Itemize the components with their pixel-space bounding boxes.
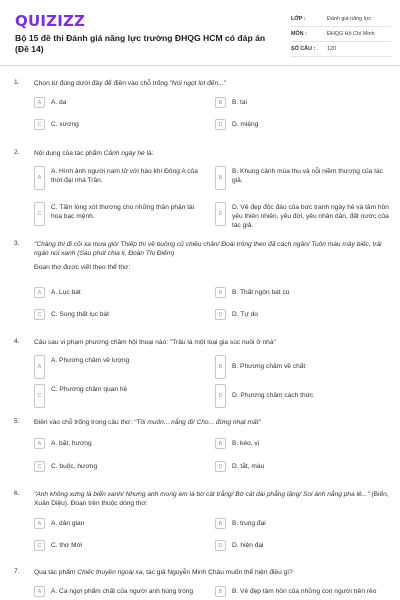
meta-row-count	[291, 42, 391, 57]
question-text	[34, 418, 390, 427]
question-number: 6.	[14, 490, 20, 497]
question-text-italic: "Anh không xứng là biển xanh/ Nhưng anh mong em là bờ cát trắng/ Bờ cát dài phẳng lặng/ Soi ánh nắng pha lê..."	[34, 491, 370, 498]
option-text: C. Phương châm quan hệ	[51, 386, 128, 393]
question-subtext: Đoạn thơ được viết theo thể thơ:	[34, 264, 131, 271]
option-b[interactable]	[215, 166, 394, 190]
meta-row-class	[291, 12, 391, 27]
option-text: B. Thất ngôn bát cú	[232, 289, 290, 296]
option-text: A. Hình ảnh người nam tử với hào khí Đông A của thời đại nhà Trần.	[51, 168, 198, 184]
option-text: A. Lục bát	[51, 289, 81, 296]
option-text: B. Phương châm về chất	[232, 363, 306, 370]
option-letter-box: B	[215, 166, 226, 190]
option-letter-box: A	[34, 97, 45, 108]
option-text: D. hiện đại	[232, 542, 264, 549]
option-b[interactable]	[215, 586, 376, 597]
option-c[interactable]	[34, 309, 109, 320]
question-text-part: là:	[144, 150, 154, 157]
option-c[interactable]	[34, 202, 201, 226]
option-c[interactable]	[34, 384, 127, 408]
option-letter-box: B	[215, 438, 226, 449]
option-text: B. tai	[232, 99, 248, 106]
option-a[interactable]	[34, 97, 66, 108]
option-letter-box: C	[34, 202, 45, 226]
question-text: Câu sau vi phạm phương châm hội thoại nào: "Trâu là một loại gia súc nuôi ở nhà"	[34, 339, 276, 346]
option-text: A. da	[51, 99, 67, 106]
option-text: D. Tự do	[232, 311, 258, 318]
option-b[interactable]	[215, 355, 305, 379]
question-text-part: Nội dung của tác phẩm	[34, 150, 104, 157]
option-text: D. miệng	[232, 121, 259, 128]
option-d[interactable]	[215, 119, 258, 130]
question-number: 7.	[14, 568, 20, 575]
option-letter-box: D	[215, 461, 226, 472]
document-header	[0, 0, 400, 62]
option-text: D. tắt, màu	[232, 463, 265, 470]
option-text: A. Phương châm về lượng	[51, 357, 130, 364]
option-d[interactable]	[215, 309, 258, 320]
option-letter-box: D	[215, 119, 226, 130]
option-letter-box: B	[215, 97, 226, 108]
option-d[interactable]	[215, 202, 394, 230]
option-letter-box: D	[215, 309, 226, 320]
option-text: D. Vẻ đẹp độc đáo của bức tranh ngày hè và tâm hồn yêu thiên nhiên, yêu đời, yêu nhân dân, đất nước của tác giả.	[232, 204, 389, 229]
option-text: C. Tấm lòng xót thương cho những thân phận tài hoa bạc mệnh.	[51, 204, 195, 220]
option-b[interactable]	[215, 97, 247, 108]
option-text: C. Song thất lục bát	[51, 311, 109, 318]
option-letter-box: D	[215, 384, 226, 408]
question-text-italic: "Chàng thì đi cõi xa mưa gió/ Thiếp thì về buồng cũ chiều chăn/ Đoái trông theo đã cách ngăn/ Tuôn màu mây biếc, trải ngàn núi xanh (Sau phút chia li, Đoàn Thị Điểm)	[34, 241, 382, 258]
question-text-part: (Biển, Xuân Diệu). Đoạn trên thuộc dòng thơ:	[34, 491, 389, 508]
question-text	[34, 240, 390, 259]
option-c[interactable]	[34, 119, 79, 130]
option-c[interactable]	[34, 461, 97, 472]
option-letter-box: C	[34, 540, 45, 551]
option-letter-box: B	[215, 355, 226, 379]
meta-row-subject	[291, 27, 391, 42]
option-letter-box: D	[215, 202, 226, 226]
option-letter-box: A	[34, 438, 45, 449]
meta-table	[291, 12, 391, 57]
question-text-italic: Chiếc thuyền ngoài xa	[77, 569, 143, 576]
option-text: A. Ca ngợi phẩm chất của người anh hùng trong	[51, 588, 194, 595]
question-text-part: , tác giả Nguyễn Minh Châu muốn thể hiện điều gì?	[142, 569, 293, 576]
option-a[interactable]	[34, 586, 193, 597]
question-number: 1.	[14, 79, 20, 86]
option-d[interactable]	[215, 461, 264, 472]
option-text: B. kéo, vị	[232, 440, 260, 447]
option-letter-box: B	[215, 586, 226, 597]
option-text: B. trung đại	[232, 520, 266, 527]
option-letter-box: A	[34, 518, 45, 529]
meta-key: MÔN :	[291, 31, 307, 37]
option-letter-box: C	[34, 119, 45, 130]
question-text-italic: "Tôi muốn... nắng đi/ Cho... đừng nhạt mất"	[134, 419, 261, 426]
option-letter-box: D	[215, 540, 226, 551]
option-text: D. Phương châm cách thức	[232, 392, 314, 399]
option-text: A. bặt, hương	[51, 440, 92, 447]
question-text-part: Qua tác phẩm	[34, 569, 78, 576]
question-number: 2.	[14, 149, 20, 156]
option-letter-box: C	[34, 461, 45, 472]
meta-value: 120	[327, 46, 336, 52]
question-text	[34, 568, 390, 577]
question-text	[34, 490, 390, 509]
option-a[interactable]	[34, 166, 201, 190]
option-b[interactable]	[215, 287, 289, 298]
meta-key: SỐ CÂU :	[291, 46, 316, 52]
option-c[interactable]	[34, 540, 82, 551]
option-text: A. dân gian	[51, 520, 85, 527]
meta-value: ĐHQG Hồ Chí Minh	[327, 31, 375, 37]
option-a[interactable]	[34, 355, 129, 379]
option-a[interactable]	[34, 518, 84, 529]
question-text	[34, 149, 390, 158]
option-a[interactable]	[34, 287, 81, 298]
quizizz-logo: QUIZIZZ	[15, 12, 86, 30]
option-letter-box: A	[34, 166, 45, 190]
option-d[interactable]	[215, 384, 313, 408]
option-b[interactable]	[215, 518, 266, 529]
question-text-part: Chọn từ đúng dưới đây để điền vào chỗ trống	[34, 80, 170, 87]
question-text-italic: "Nói ngọt lọt đến..."	[169, 80, 226, 87]
option-text: C. buộc, hương	[51, 463, 98, 470]
question-text	[34, 79, 390, 88]
header-divider	[0, 65, 400, 66]
meta-key: LỚP :	[291, 16, 306, 22]
question-number: 3.	[14, 240, 20, 247]
document-title: Bộ 15 đề thi Đánh giá năng lực trường ĐHQG HCM có đáp án (Đề 14)	[15, 33, 266, 54]
meta-value: Đánh giá năng lực	[327, 16, 372, 22]
option-b[interactable]	[215, 438, 259, 449]
option-d[interactable]	[215, 540, 264, 551]
option-letter-box: B	[215, 287, 226, 298]
option-text: B. Khung cảnh mùa thu và nỗi niềm thương của tác giả.	[232, 168, 383, 184]
question-number: 4.	[14, 338, 20, 345]
option-text: C. xương	[51, 121, 79, 128]
option-letter-box: C	[34, 309, 45, 320]
option-letter-box: C	[34, 384, 45, 408]
question-text-part: Điền vào chỗ trống trong câu thơ:	[34, 419, 134, 426]
question-text-italic: Cảnh ngày hè	[103, 150, 145, 157]
option-letter-box: B	[215, 518, 226, 529]
option-text: B. Vẻ đẹp tâm hồn của những con người trên rẻo	[232, 588, 377, 595]
option-letter-box: A	[34, 586, 45, 597]
option-text: C. thơ Mới	[51, 542, 83, 549]
option-a[interactable]	[34, 438, 92, 449]
option-letter-box: A	[34, 355, 45, 379]
option-letter-box: A	[34, 287, 45, 298]
question-number: 5.	[14, 418, 20, 425]
